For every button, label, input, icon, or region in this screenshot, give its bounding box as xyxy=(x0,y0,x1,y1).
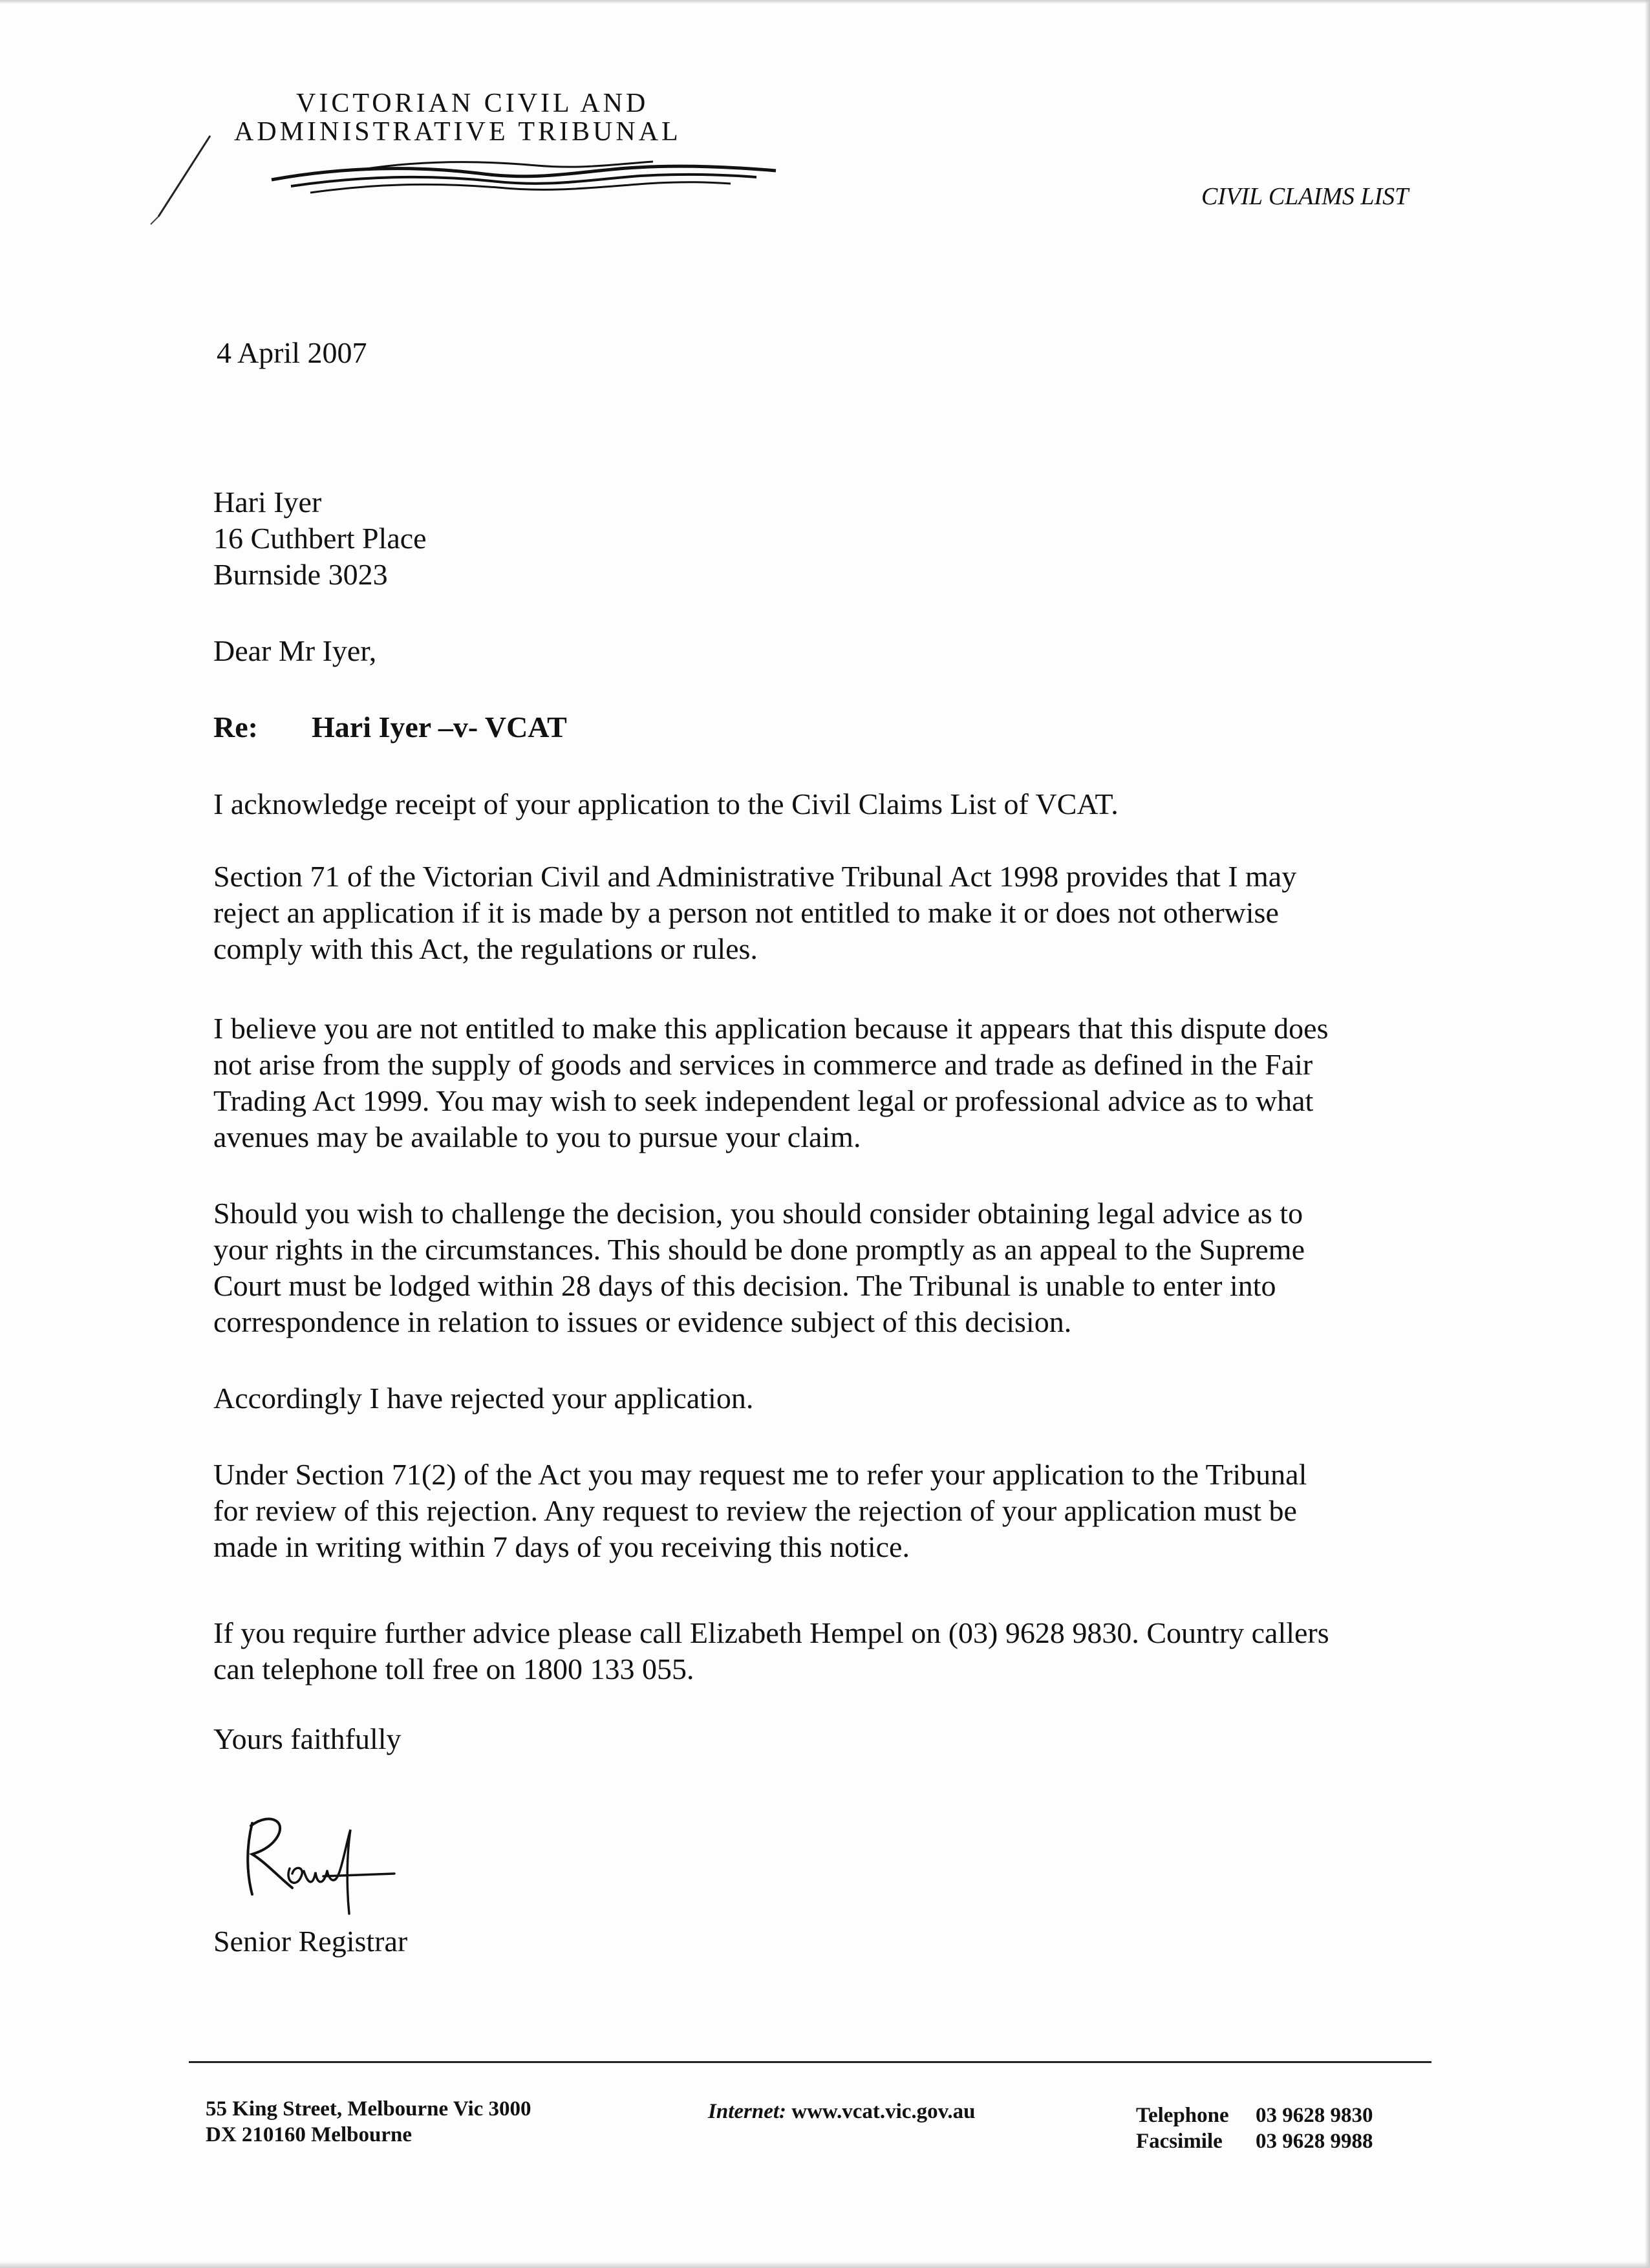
letter-date: 4 April 2007 xyxy=(217,336,367,369)
paragraph-line: correspondence in relation to issues or evidence subject of this decision. xyxy=(213,1305,1072,1338)
paragraph-line: If you require further advice please call Elizabeth Hempel on (03) 9628 9830. Country callers xyxy=(213,1616,1329,1649)
paragraph-review xyxy=(213,1457,1307,1565)
footer-internet-label: Internet: xyxy=(708,2100,787,2123)
handwritten-signature xyxy=(233,1804,401,1920)
footer-contact xyxy=(1136,2102,1373,2154)
pen-mark-icon xyxy=(145,133,223,230)
footer-address-line-1: 55 King Street, Melbourne Vic 3000 xyxy=(206,2097,531,2121)
list-name: CIVIL CLAIMS LIST xyxy=(1201,183,1409,210)
subject-title: Hari Iyer –v- VCAT xyxy=(312,711,567,744)
paragraph-line: I acknowledge receipt of your application to the Civil Claims List of VCAT. xyxy=(213,787,1119,820)
closing: Yours faithfully xyxy=(213,1722,402,1755)
paragraph-line: comply with this Act, the regulations or rules. xyxy=(213,932,758,965)
org-name-line-1: VICTORIAN CIVIL AND xyxy=(296,89,649,118)
scan-edge-top xyxy=(0,0,1650,4)
signer-title: Senior Registrar xyxy=(213,1925,408,1958)
paragraph-line: Trading Act 1999. You may wish to seek independent legal or professional advice as to what xyxy=(213,1084,1314,1117)
footer-address-line-2: DX 210160 Melbourne xyxy=(206,2123,412,2146)
paragraph-line: Court must be lodged within 28 days of this decision. The Tribunal is unable to enter into xyxy=(213,1269,1276,1302)
recipient-street: 16 Cuthbert Place xyxy=(213,522,427,555)
footer-internet xyxy=(708,2099,975,2124)
subject-label: Re: xyxy=(213,711,258,744)
footer-telephone-value: 03 9628 9830 xyxy=(1256,2104,1373,2127)
footer-divider xyxy=(189,2061,1431,2063)
paragraph-rejected xyxy=(213,1380,753,1417)
recipient-name: Hari Iyer xyxy=(213,486,322,519)
recipient-suburb: Burnside 3023 xyxy=(213,558,388,591)
paragraph-line: your rights in the circumstances. This should be done promptly as an appeal to the Supreme xyxy=(213,1233,1305,1266)
wave-logo-icon xyxy=(265,154,782,199)
paragraph-line: avenues may be available to you to pursue your claim. xyxy=(213,1120,861,1153)
footer-address xyxy=(206,2096,531,2148)
scan-edge-bottom xyxy=(0,2262,1650,2268)
footer-internet-link[interactable]: www.vcat.vic.gov.au xyxy=(791,2100,976,2123)
paragraph-line: reject an application if it is made by a person not entitled to make it or does not otherwise xyxy=(213,896,1279,929)
footer-facsimile xyxy=(1136,2128,1373,2154)
paragraph-line: can telephone toll free on 1800 133 055. xyxy=(213,1653,694,1685)
footer-telephone-label: Telephone xyxy=(1136,2104,1229,2127)
paragraph-not-entitled xyxy=(213,1011,1328,1155)
recipient-address xyxy=(213,484,427,593)
paragraph-line: Accordingly I have rejected your application. xyxy=(213,1382,754,1415)
salutation: Dear Mr Iyer, xyxy=(213,634,377,667)
footer-facsimile-value: 03 9628 9988 xyxy=(1256,2130,1373,2153)
paragraph-line: not arise from the supply of goods and services in commerce and trade as defined in the Fair xyxy=(213,1048,1313,1081)
paragraph-section-71 xyxy=(213,859,1296,967)
paragraph-line: Should you wish to challenge the decision, you should consider obtaining legal advice as to xyxy=(213,1197,1303,1230)
footer-telephone xyxy=(1136,2102,1373,2128)
org-name-line-2: ADMINISTRATIVE TRIBUNAL xyxy=(234,117,681,147)
paragraph-line: for review of this rejection. Any request to review the rejection of your application must be xyxy=(213,1494,1297,1527)
paragraph-line: Section 71 of the Victorian Civil and Administrative Tribunal Act 1998 provides that I may xyxy=(213,860,1297,893)
paragraph-challenge xyxy=(213,1195,1305,1340)
paragraph-acknowledgement xyxy=(213,786,1119,822)
scan-edge-right xyxy=(1645,0,1650,2268)
paragraph-line: I believe you are not entitled to make this application because it appears that this dispute does xyxy=(213,1012,1329,1045)
paragraph-contact xyxy=(213,1615,1329,1687)
paragraph-line: Under Section 71(2) of the Act you may request me to refer your application to the Tribunal xyxy=(213,1458,1307,1491)
paragraph-line: made in writing within 7 days of you receiving this notice. xyxy=(213,1530,910,1563)
footer-facsimile-label: Facsimile xyxy=(1136,2130,1223,2153)
